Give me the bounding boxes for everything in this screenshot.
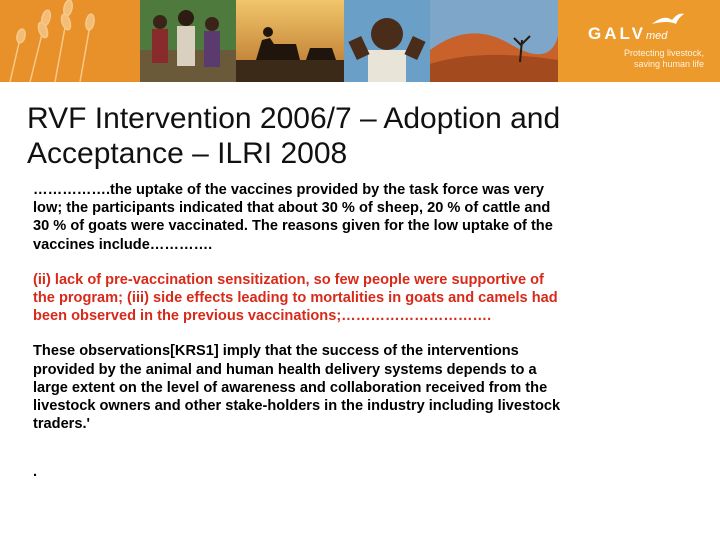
paragraph-observations (33, 342, 693, 433)
text-line: These observations[KRS1] imply that the success of the interventions (33, 343, 519, 360)
brand-tagline (586, 48, 704, 70)
tagline-line-2: saving human life (633, 59, 704, 69)
text-line: …………….the uptake of the vaccines provided by the task force was very (33, 182, 544, 198)
photo-people (140, 0, 236, 82)
brand-name: GALV (588, 24, 646, 43)
text-line: provided by the animal and human health delivery systems depends to a (33, 361, 537, 378)
text-line: livestock owners and other stake-holders in the industry including livestock (33, 398, 561, 415)
title-line-1: RVF Intervention 2006/7 – Adoption and (27, 102, 561, 135)
spacer (33, 254, 693, 271)
wheat-illustration (0, 0, 140, 82)
paragraph-reasons (33, 271, 693, 326)
paragraph-uptake (33, 181, 693, 254)
text-line: large extent on the level of awareness and collaboration received from the (33, 379, 548, 396)
photo-dunes (430, 0, 558, 82)
text-line: (ii) lack of pre-vaccination sensitization, so few people were supportive of (33, 271, 544, 288)
text-line: been observed in the previous vaccinations;…………………………. (33, 308, 492, 325)
slide-body (33, 181, 693, 482)
photo-sunset-herder (236, 0, 344, 82)
text-line: vaccines include…………. (33, 236, 213, 253)
slide-title (27, 101, 707, 171)
trailing-period: . (33, 464, 38, 481)
text-line: 30 % of goats were vaccinated. The reasons given for the low uptake of the (33, 218, 553, 235)
text-line: low; the participants indicated that about 30 % of sheep, 20 % of cattle and (33, 200, 551, 217)
spacer (33, 433, 693, 463)
photo-child (344, 0, 430, 82)
tagline-line-1: Protecting livestock, (623, 48, 704, 58)
brand-logo (588, 24, 667, 44)
text-line: traders.' (33, 416, 91, 433)
spacer (33, 325, 693, 342)
title-line-2: Acceptance – ILRI 2008 (27, 137, 348, 170)
text-line: the program; (iii) side effects leading to mortalities in goats and camels had (33, 290, 558, 307)
brand-suffix: med (645, 30, 668, 42)
header-banner (0, 0, 720, 82)
